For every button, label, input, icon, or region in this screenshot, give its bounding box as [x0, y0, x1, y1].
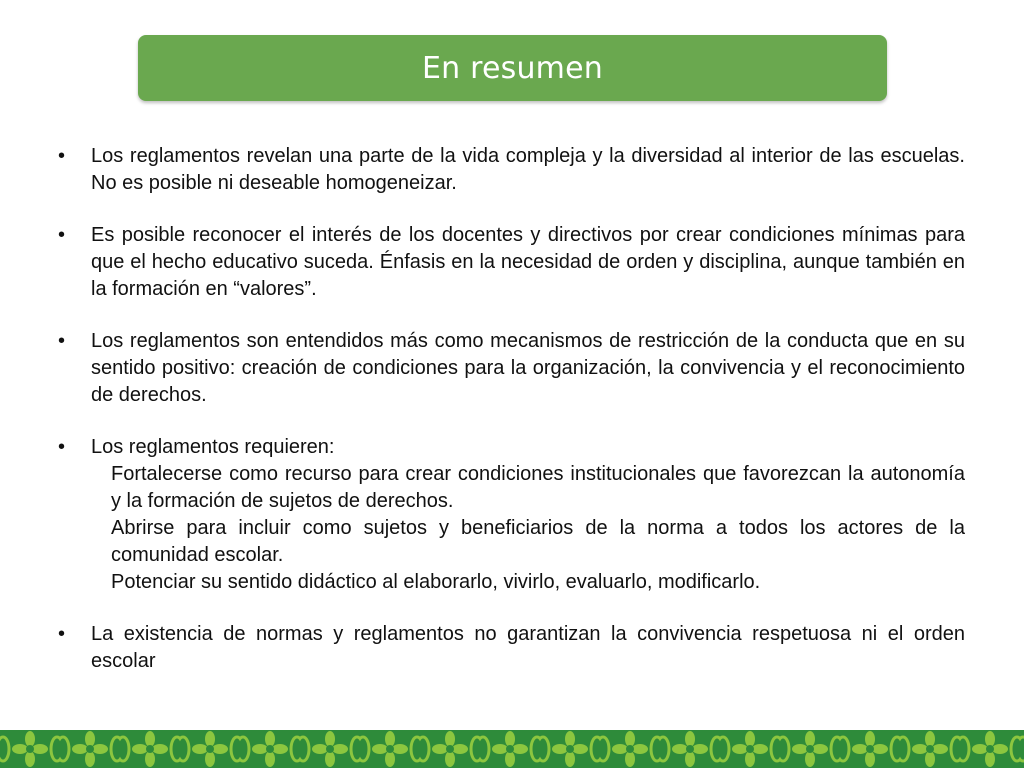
bullet-text: Los reglamentos son entendidos más como mecanismos de restricción de la conducta que en su sentido positivo: creación de condiciones para la organización, la convivencia y el reconocimiento de derechos.	[91, 330, 965, 406]
sub-list	[91, 461, 965, 596]
sub-list-item: Abrirse para incluir como sujetos y beneficiarios de la norma a todos los actores de la comunidad escolar.	[111, 517, 965, 566]
bullet-item	[58, 328, 965, 409]
bullet-text: Los reglamentos revelan una parte de la vida compleja y la diversidad al interior de las escuelas. No es posible ni deseable homogeneizar.	[91, 145, 965, 194]
bullet-item	[58, 143, 965, 197]
slide-title: En resumen	[422, 50, 603, 86]
bullet-marker: •	[58, 623, 66, 645]
bullet-item	[58, 434, 965, 596]
bullet-marker: •	[58, 224, 66, 246]
bullet-marker: •	[58, 436, 66, 458]
summary-content	[58, 143, 965, 700]
title-banner	[138, 35, 887, 101]
bullet-marker: •	[58, 145, 66, 167]
footer-pattern	[0, 730, 1024, 768]
bullet-text: Los reglamentos requieren:	[91, 436, 335, 458]
bullet-marker: •	[58, 330, 66, 352]
bullet-text: La existencia de normas y reglamentos no garantizan la convivencia respetuosa ni el orden escolar	[91, 623, 965, 672]
decorative-footer-band	[0, 730, 1024, 768]
bullet-text: Es posible reconocer el interés de los docentes y directivos por crear condiciones mínimas para que el hecho educativo suceda. Énfasis en la necesidad de orden y disciplina, aunque también en la formación en “valores”.	[91, 224, 965, 300]
sub-list-item: Fortalecerse como recurso para crear condiciones institucionales que favorezcan la autonomía y la formación de sujetos de derechos.	[111, 463, 965, 512]
sub-list-item: Potenciar su sentido didáctico al elaborarlo, vivirlo, evaluarlo, modificarlo.	[111, 571, 761, 593]
bullet-item	[58, 222, 965, 303]
bullet-item	[58, 621, 965, 675]
